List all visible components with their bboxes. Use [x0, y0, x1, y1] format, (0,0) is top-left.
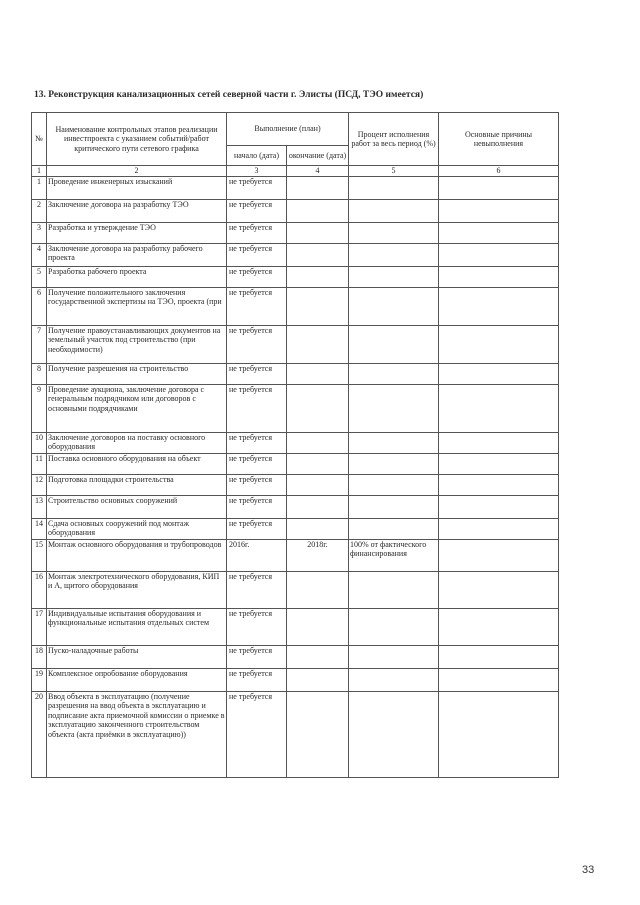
stage-name: Проведение аукциона, заключение договора с генеральным подрядчиком или договоров с основными подрядчиками — [47, 384, 227, 432]
completion-percent — [349, 176, 439, 199]
completion-percent — [349, 571, 439, 608]
stage-name: Получение положительного заключения государственной экспертизы на ТЭО, проекта (при — [47, 287, 227, 325]
column-index: 6 — [439, 166, 559, 177]
start-date: не требуется — [227, 668, 287, 691]
header-start: начало (дата) — [227, 146, 287, 166]
stage-name: Ввод объекта в эксплуатацию (получение разрешения на ввод объекта в эксплуатацию и подписание акта приемочной комиссии о приемке в эксплуатацию законченного строительством объекта (акта приёмки в эксплуатацию)) — [47, 691, 227, 777]
row-number: 19 — [32, 668, 47, 691]
failure-reasons — [439, 474, 559, 495]
end-date — [287, 571, 349, 608]
start-date: не требуется — [227, 363, 287, 384]
row-number: 17 — [32, 608, 47, 645]
failure-reasons — [439, 691, 559, 777]
start-date: не требуется — [227, 287, 287, 325]
end-date — [287, 363, 349, 384]
row-number: 14 — [32, 518, 47, 539]
stage-name: Проведение инженерных изысканий — [47, 176, 227, 199]
failure-reasons — [439, 645, 559, 668]
failure-reasons — [439, 266, 559, 287]
completion-percent: 100% от фактического финансирования — [349, 539, 439, 571]
header-execution: Выполнение (план) — [227, 113, 349, 146]
end-date: 2018г. — [287, 539, 349, 571]
table-row — [32, 571, 559, 608]
row-number: 18 — [32, 645, 47, 668]
end-date — [287, 645, 349, 668]
start-date: не требуется — [227, 266, 287, 287]
row-number: 12 — [32, 474, 47, 495]
stage-name: Поставка основного оборудования на объект — [47, 453, 227, 474]
end-date — [287, 453, 349, 474]
start-date: не требуется — [227, 453, 287, 474]
table-body — [32, 166, 559, 778]
completion-percent — [349, 199, 439, 222]
completion-percent — [349, 243, 439, 266]
completion-percent — [349, 266, 439, 287]
failure-reasons — [439, 571, 559, 608]
failure-reasons — [439, 384, 559, 432]
column-index: 5 — [349, 166, 439, 177]
row-number: 4 — [32, 243, 47, 266]
start-date: не требуется — [227, 691, 287, 777]
start-date: не требуется — [227, 495, 287, 518]
end-date — [287, 287, 349, 325]
end-date — [287, 432, 349, 453]
start-date: не требуется — [227, 243, 287, 266]
failure-reasons — [439, 608, 559, 645]
end-date — [287, 691, 349, 777]
table-row — [32, 199, 559, 222]
start-date: не требуется — [227, 176, 287, 199]
stage-name: Строительство основных сооружений — [47, 495, 227, 518]
end-date — [287, 384, 349, 432]
stage-name: Заключение договора на разработку рабочего проекта — [47, 243, 227, 266]
stage-name: Заключение договора на разработку ТЭО — [47, 199, 227, 222]
column-index: 3 — [227, 166, 287, 177]
table-row — [32, 432, 559, 453]
end-date — [287, 176, 349, 199]
row-number: 9 — [32, 384, 47, 432]
failure-reasons — [439, 495, 559, 518]
row-number: 5 — [32, 266, 47, 287]
completion-percent — [349, 287, 439, 325]
page-number: 33 — [582, 864, 595, 876]
completion-percent — [349, 495, 439, 518]
column-index: 4 — [287, 166, 349, 177]
stage-name: Получение разрешения на строительство — [47, 363, 227, 384]
completion-percent — [349, 691, 439, 777]
table-row — [32, 384, 559, 432]
table-row — [32, 668, 559, 691]
end-date — [287, 495, 349, 518]
stage-name: Разработка и утверждение ТЭО — [47, 222, 227, 243]
stage-name: Пуско-наладочные работы — [47, 645, 227, 668]
header-end: окончание (дата) — [287, 146, 349, 166]
end-date — [287, 243, 349, 266]
stage-name: Монтаж основного оборудования и трубопроводов — [47, 539, 227, 571]
row-number: 10 — [32, 432, 47, 453]
end-date — [287, 668, 349, 691]
completion-percent — [349, 453, 439, 474]
failure-reasons — [439, 453, 559, 474]
failure-reasons — [439, 432, 559, 453]
stage-name: Заключение договоров на поставку основного оборудования — [47, 432, 227, 453]
completion-percent — [349, 222, 439, 243]
start-date: не требуется — [227, 608, 287, 645]
end-date — [287, 266, 349, 287]
start-date: 2016г. — [227, 539, 287, 571]
failure-reasons — [439, 325, 559, 363]
table-row — [32, 518, 559, 539]
row-number: 1 — [32, 176, 47, 199]
failure-reasons — [439, 199, 559, 222]
header-percent: Процент исполнения работ за весь период (%) — [349, 113, 439, 166]
start-date: не требуется — [227, 645, 287, 668]
row-number: 6 — [32, 287, 47, 325]
failure-reasons — [439, 518, 559, 539]
start-date: не требуется — [227, 222, 287, 243]
start-date: не требуется — [227, 325, 287, 363]
schedule-table — [31, 112, 559, 778]
completion-percent — [349, 325, 439, 363]
completion-percent — [349, 474, 439, 495]
row-number: 15 — [32, 539, 47, 571]
row-number: 7 — [32, 325, 47, 363]
failure-reasons — [439, 222, 559, 243]
table-row — [32, 608, 559, 645]
start-date: не требуется — [227, 518, 287, 539]
header-stage: Наименование контрольных этапов реализации инвестпроекта с указанием событий/работ критического пути сетевого графика — [47, 113, 227, 166]
header-num: № — [32, 113, 47, 166]
row-number: 11 — [32, 453, 47, 474]
table-row — [32, 266, 559, 287]
start-date: не требуется — [227, 571, 287, 608]
failure-reasons — [439, 539, 559, 571]
completion-percent — [349, 432, 439, 453]
completion-percent — [349, 608, 439, 645]
row-number: 8 — [32, 363, 47, 384]
start-date: не требуется — [227, 474, 287, 495]
table-row — [32, 691, 559, 777]
row-number: 3 — [32, 222, 47, 243]
stage-name: Монтаж электротехнического оборудования, КИП и А, щитого оборудования — [47, 571, 227, 608]
end-date — [287, 222, 349, 243]
stage-name: Сдача основных сооружений под монтаж оборудования — [47, 518, 227, 539]
column-index: 1 — [32, 166, 47, 177]
table-row — [32, 243, 559, 266]
table-row — [32, 176, 559, 199]
stage-name: Комплексное опробование оборудования — [47, 668, 227, 691]
column-index-row — [32, 166, 559, 177]
end-date — [287, 518, 349, 539]
start-date: не требуется — [227, 432, 287, 453]
completion-percent — [349, 363, 439, 384]
table-row — [32, 222, 559, 243]
header-reasons: Основные причины невыполнения — [439, 113, 559, 166]
section-title: 13. Реконструкция канализационных сетей северной части г. Элисты (ПСД, ТЭО имеется) — [34, 90, 424, 100]
row-number: 16 — [32, 571, 47, 608]
row-number: 2 — [32, 199, 47, 222]
stage-name: Подготовка площадки строительства — [47, 474, 227, 495]
end-date — [287, 474, 349, 495]
table-row — [32, 474, 559, 495]
start-date: не требуется — [227, 384, 287, 432]
stage-name: Разработка рабочего проекта — [47, 266, 227, 287]
stage-name: Получение правоустанавливающих документов на земельный участок под строительство (при необходимости) — [47, 325, 227, 363]
completion-percent — [349, 518, 439, 539]
failure-reasons — [439, 243, 559, 266]
completion-percent — [349, 384, 439, 432]
start-date: не требуется — [227, 199, 287, 222]
end-date — [287, 608, 349, 645]
completion-percent — [349, 668, 439, 691]
table-row — [32, 287, 559, 325]
failure-reasons — [439, 287, 559, 325]
failure-reasons — [439, 176, 559, 199]
end-date — [287, 325, 349, 363]
table-row — [32, 363, 559, 384]
end-date — [287, 199, 349, 222]
table-row — [32, 325, 559, 363]
table-row — [32, 453, 559, 474]
table-row — [32, 645, 559, 668]
row-number: 13 — [32, 495, 47, 518]
failure-reasons — [439, 668, 559, 691]
failure-reasons — [439, 363, 559, 384]
table-row — [32, 539, 559, 571]
stage-name: Индивидуальные испытания оборудования и функциональные испытания отдельных систем — [47, 608, 227, 645]
table-row — [32, 495, 559, 518]
completion-percent — [349, 645, 439, 668]
column-index: 2 — [47, 166, 227, 177]
row-number: 20 — [32, 691, 47, 777]
